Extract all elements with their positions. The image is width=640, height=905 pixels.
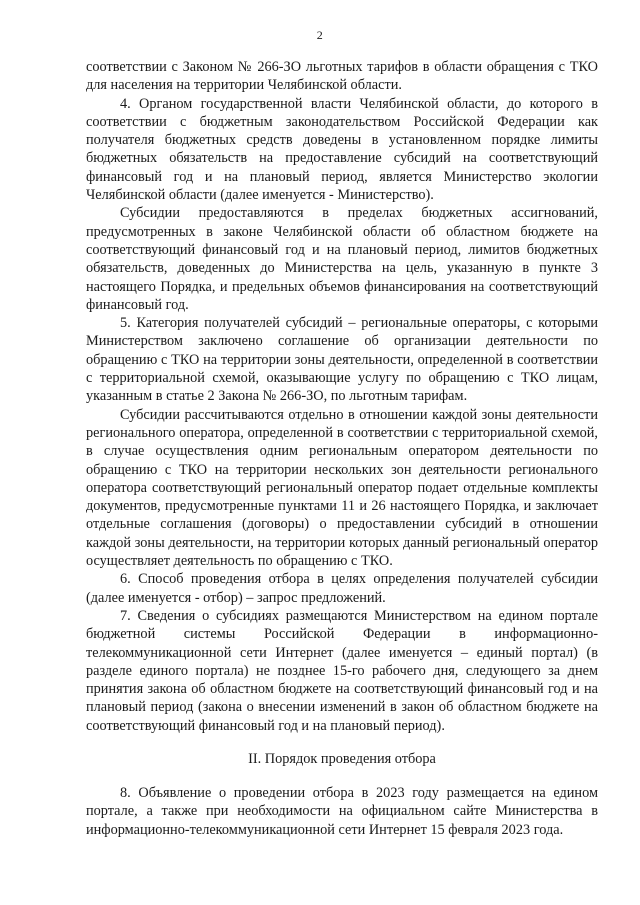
paragraph-subsidy-limits: Субсидии предоставляются в пределах бюджетных ассигнований, предусмотренных в законе Челябинской области об областном бюджете на соответствующий финансовый год и на плановый период, лимитов бюджетных обязательств, доведенных до Министерства на цель, указанную в пункте 3 настоящего Порядка, и предельных объемов финансирования на соответствующий финансовый год. (86, 205, 598, 313)
paragraph-item-7: 7. Сведения о субсидиях размещаются Министерством на едином портале бюджетной системы Российской Федерации в информационно-телекоммуникационной сети Интернет (далее именуется – единый портал) (в разделе единого портала) не позднее 15-го рабочего дня, следующего за днем принятия закона об областном бюджете на соответствующий финансовый год и на плановый период (закона о внесении изменений в закон об областном бюджете на соответствующий финансовый год и на плановый период). (86, 607, 598, 734)
section-heading: II. Порядок проведения отбора (248, 750, 436, 767)
paragraph-continuation: соответствии с Законом № 266-ЗО льготных тарифов в области обращения с ТКО для населения на территории Челябинской области. (86, 59, 598, 94)
paragraph-item-5: 5. Категория получателей субсидий – региональные операторы, с которыми Министерством заключено соглашение об организации деятельности по обращению с ТКО на территории зоны деятельности, определенной в соответствии с территориальной схемой, оказывающие услугу по обращению с ТКО лицам, указанным в статье 2 Закона № 266-ЗО, по льготным тарифам. (86, 315, 598, 405)
paragraph-item-4: 4. Органом государственной власти Челябинской области, до которого в соответствии с бюджетным законодательством Российской Федерации как получателя бюджетных средств доведены в установленном порядке лимиты бюджетных обязательств на предоставление субсидий на соответствующий финансовый год и на плановый период, является Министерство экологии Челябинской области (далее именуется - Министерство). (86, 95, 598, 204)
paragraph-subsidy-calculation: Субсидии рассчитываются отдельно в отношении каждой зоны деятельности регионального оператора, определенной в соответствии с территориальной схемой, в случае осуществления одним региональным оператором деятельности по обращению с ТКО на территории нескольких зон деятельности регионального оператора соответствующий региональный оператор подает отдельные комплекты документов, предусмотренные пунктами 11 и 26 настоящего Порядка, и заключает отдельные соглашения (договоры) о предоставлении субсидий в отношении каждой зоны деятельности, на территории которых данный региональный оператор осуществляет деятельность по обращению с ТКО. (86, 406, 598, 570)
page-number: 2 (316, 28, 324, 42)
paragraph-item-6: 6. Способ проведения отбора в целях определения получателей субсидии (далее именуется - отбор) – запрос предложений. (86, 571, 598, 606)
document-body (86, 58, 598, 839)
paragraph-item-8: 8. Объявление о проведении отбора в 2023 году размещается на едином портале, а также при необходимости на официальном сайте Министерства в информационно-телекоммуникационной сети Интернет 15 февраля 2023 года. (86, 784, 598, 838)
